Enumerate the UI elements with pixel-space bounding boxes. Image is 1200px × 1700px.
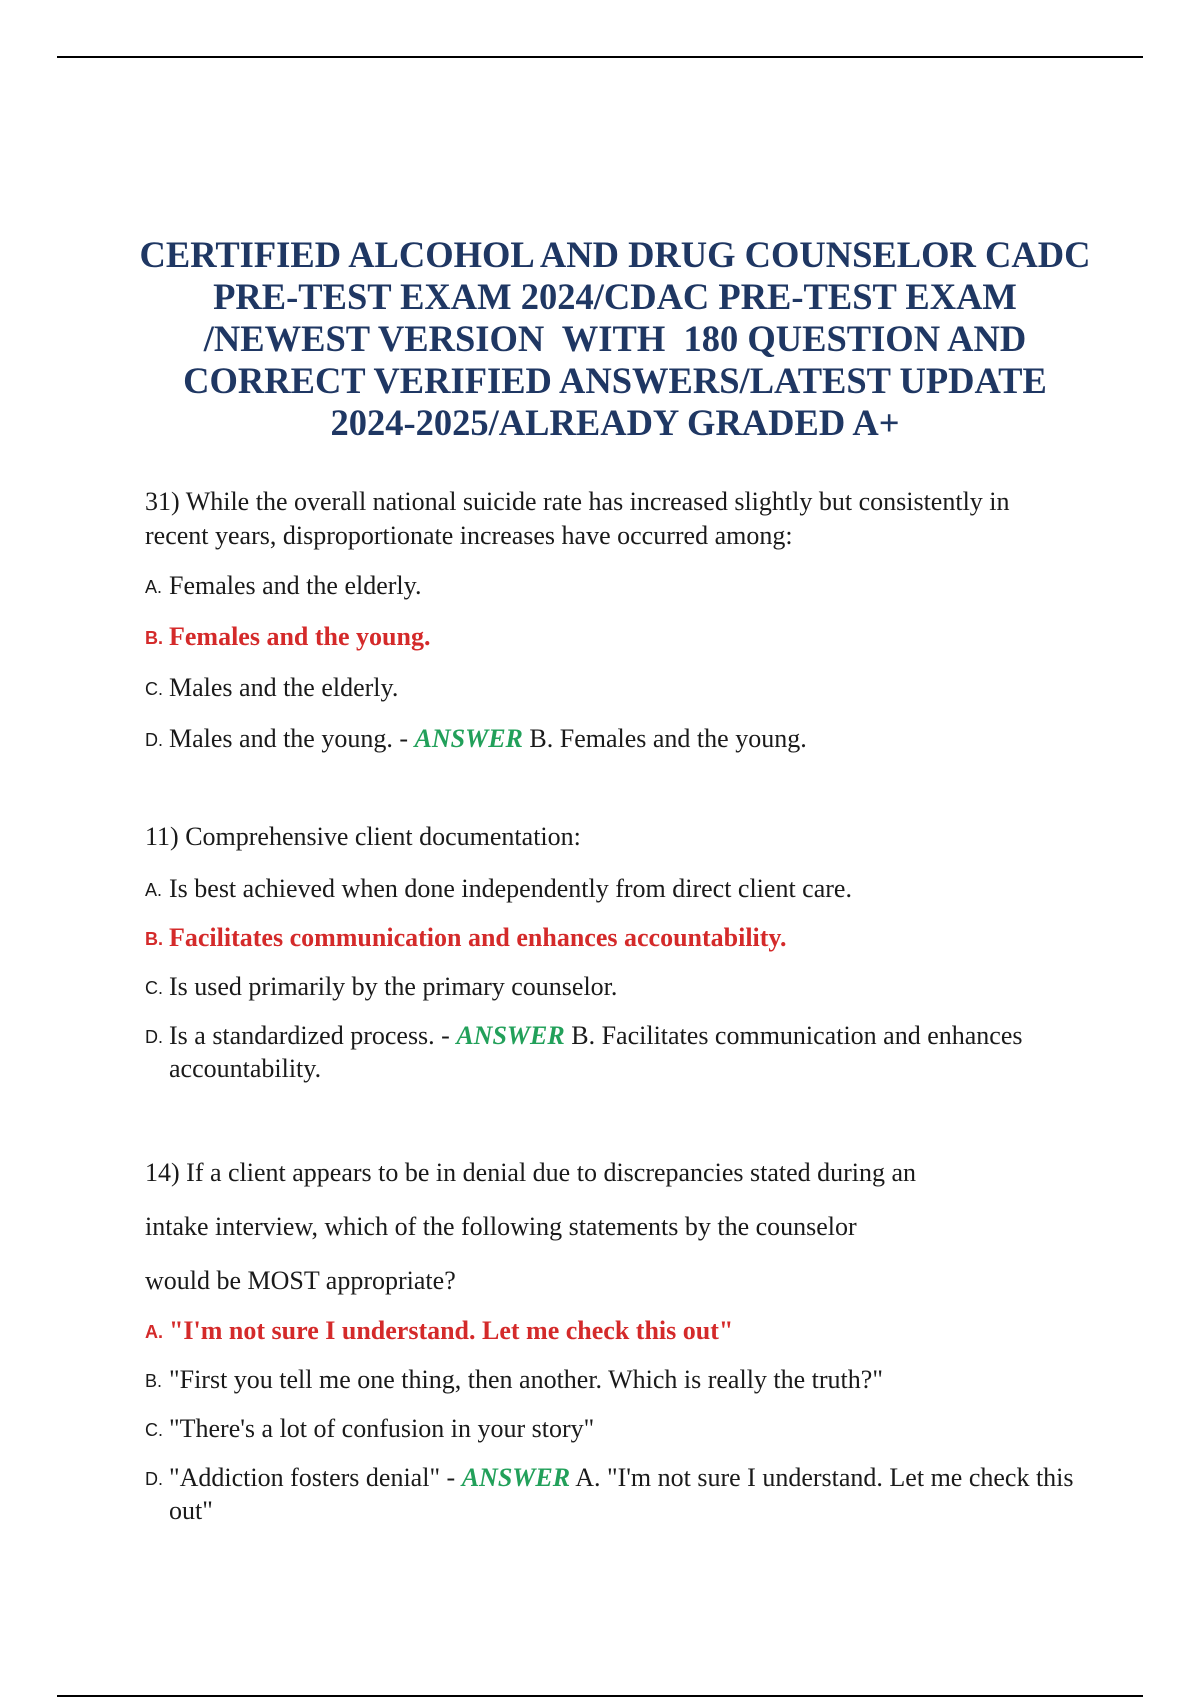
option-text: "I'm not sure I understand. Let me check this out" [169,1316,734,1345]
option-letter: D. [145,1027,163,1047]
option-letter: D. [145,1469,163,1489]
title-line: /NEWEST VERSION WITH 180 QUESTION AND [203,318,1027,359]
answer-text: B. Facilitates communication and enhances accountability. [169,1021,1023,1083]
question-stem-line: would be MOST appropriate? [145,1266,456,1295]
question-block [145,820,1105,1085]
answer-marker: ANSWER [461,1463,571,1492]
option-letter: A. [145,880,163,900]
option-text: "Addiction fosters denial" - [169,1463,456,1492]
option-text: Is a standardized process. - [169,1021,450,1050]
answer-text: A. "I'm not sure I understand. Let me check this out" [169,1463,1074,1525]
correct-answer-option [145,921,1105,954]
option-text: Males and the elderly. [169,673,399,702]
question-stem-line: intake interview, which of the following statements by the counselor [145,1212,857,1241]
option-text: Is used primarily by the primary counselor. [169,972,618,1001]
answer-option [145,722,1105,755]
option-letter: A. [145,1322,163,1342]
option-text: "First you tell me one thing, then another. Which is really the truth?" [169,1365,883,1394]
document-title [110,234,1120,444]
answer-option [145,569,1105,602]
title-line: CERTIFIED ALCOHOL AND DRUG COUNSELOR CADC [139,234,1091,275]
answer-marker: ANSWER [456,1021,565,1050]
option-letter: C. [145,679,163,699]
question-stem-line: recent years, disproportionate increases have occurred among: [145,521,793,550]
correct-answer-option [145,1314,1105,1347]
option-letter: B. [145,929,163,949]
option-text: Males and the young. - [169,724,409,753]
option-text: Facilitates communication and enhances accountability. [169,923,787,952]
option-letter: B. [145,1371,163,1391]
title-line: PRE-TEST EXAM 2024/CDAC PRE-TEST EXAM [213,276,1017,317]
title-line: 2024-2025/ALREADY GRADED A+ [330,402,900,443]
title-line: CORRECT VERIFIED ANSWERS/LATEST UPDATE [183,360,1047,401]
option-letter: D. [145,730,163,750]
correct-answer-option [145,620,1105,653]
option-letter: B. [145,628,163,648]
question-block [145,485,1105,755]
answer-option [145,1019,1105,1085]
answer-marker: ANSWER [414,724,523,753]
option-text: Females and the elderly. [169,571,422,600]
question-block [145,1156,1105,1527]
bottom-rule [57,1695,1143,1697]
option-text: Females and the young. [169,622,431,651]
answer-option [145,970,1105,1003]
answer-option [145,872,1105,905]
option-text: Is best achieved when done independently from direct client care. [169,874,852,903]
option-letter: A. [145,577,163,597]
answer-option [145,1363,1105,1396]
answer-text: B. Females and the young. [529,724,807,753]
question-stem-line: 31) While the overall national suicide rate has increased slightly but consistently in [145,487,1010,516]
question-stem-line: 14) If a client appears to be in denial due to discrepancies stated during an [145,1158,917,1187]
option-letter: C. [145,978,163,998]
option-letter: C. [145,1420,163,1440]
top-rule [57,56,1143,58]
answer-option [145,1412,1105,1445]
answer-option [145,1461,1105,1527]
option-text: "There's a lot of confusion in your story" [169,1414,595,1443]
answer-option [145,671,1105,704]
question-stem-line: 11) Comprehensive client documentation: [145,822,581,851]
